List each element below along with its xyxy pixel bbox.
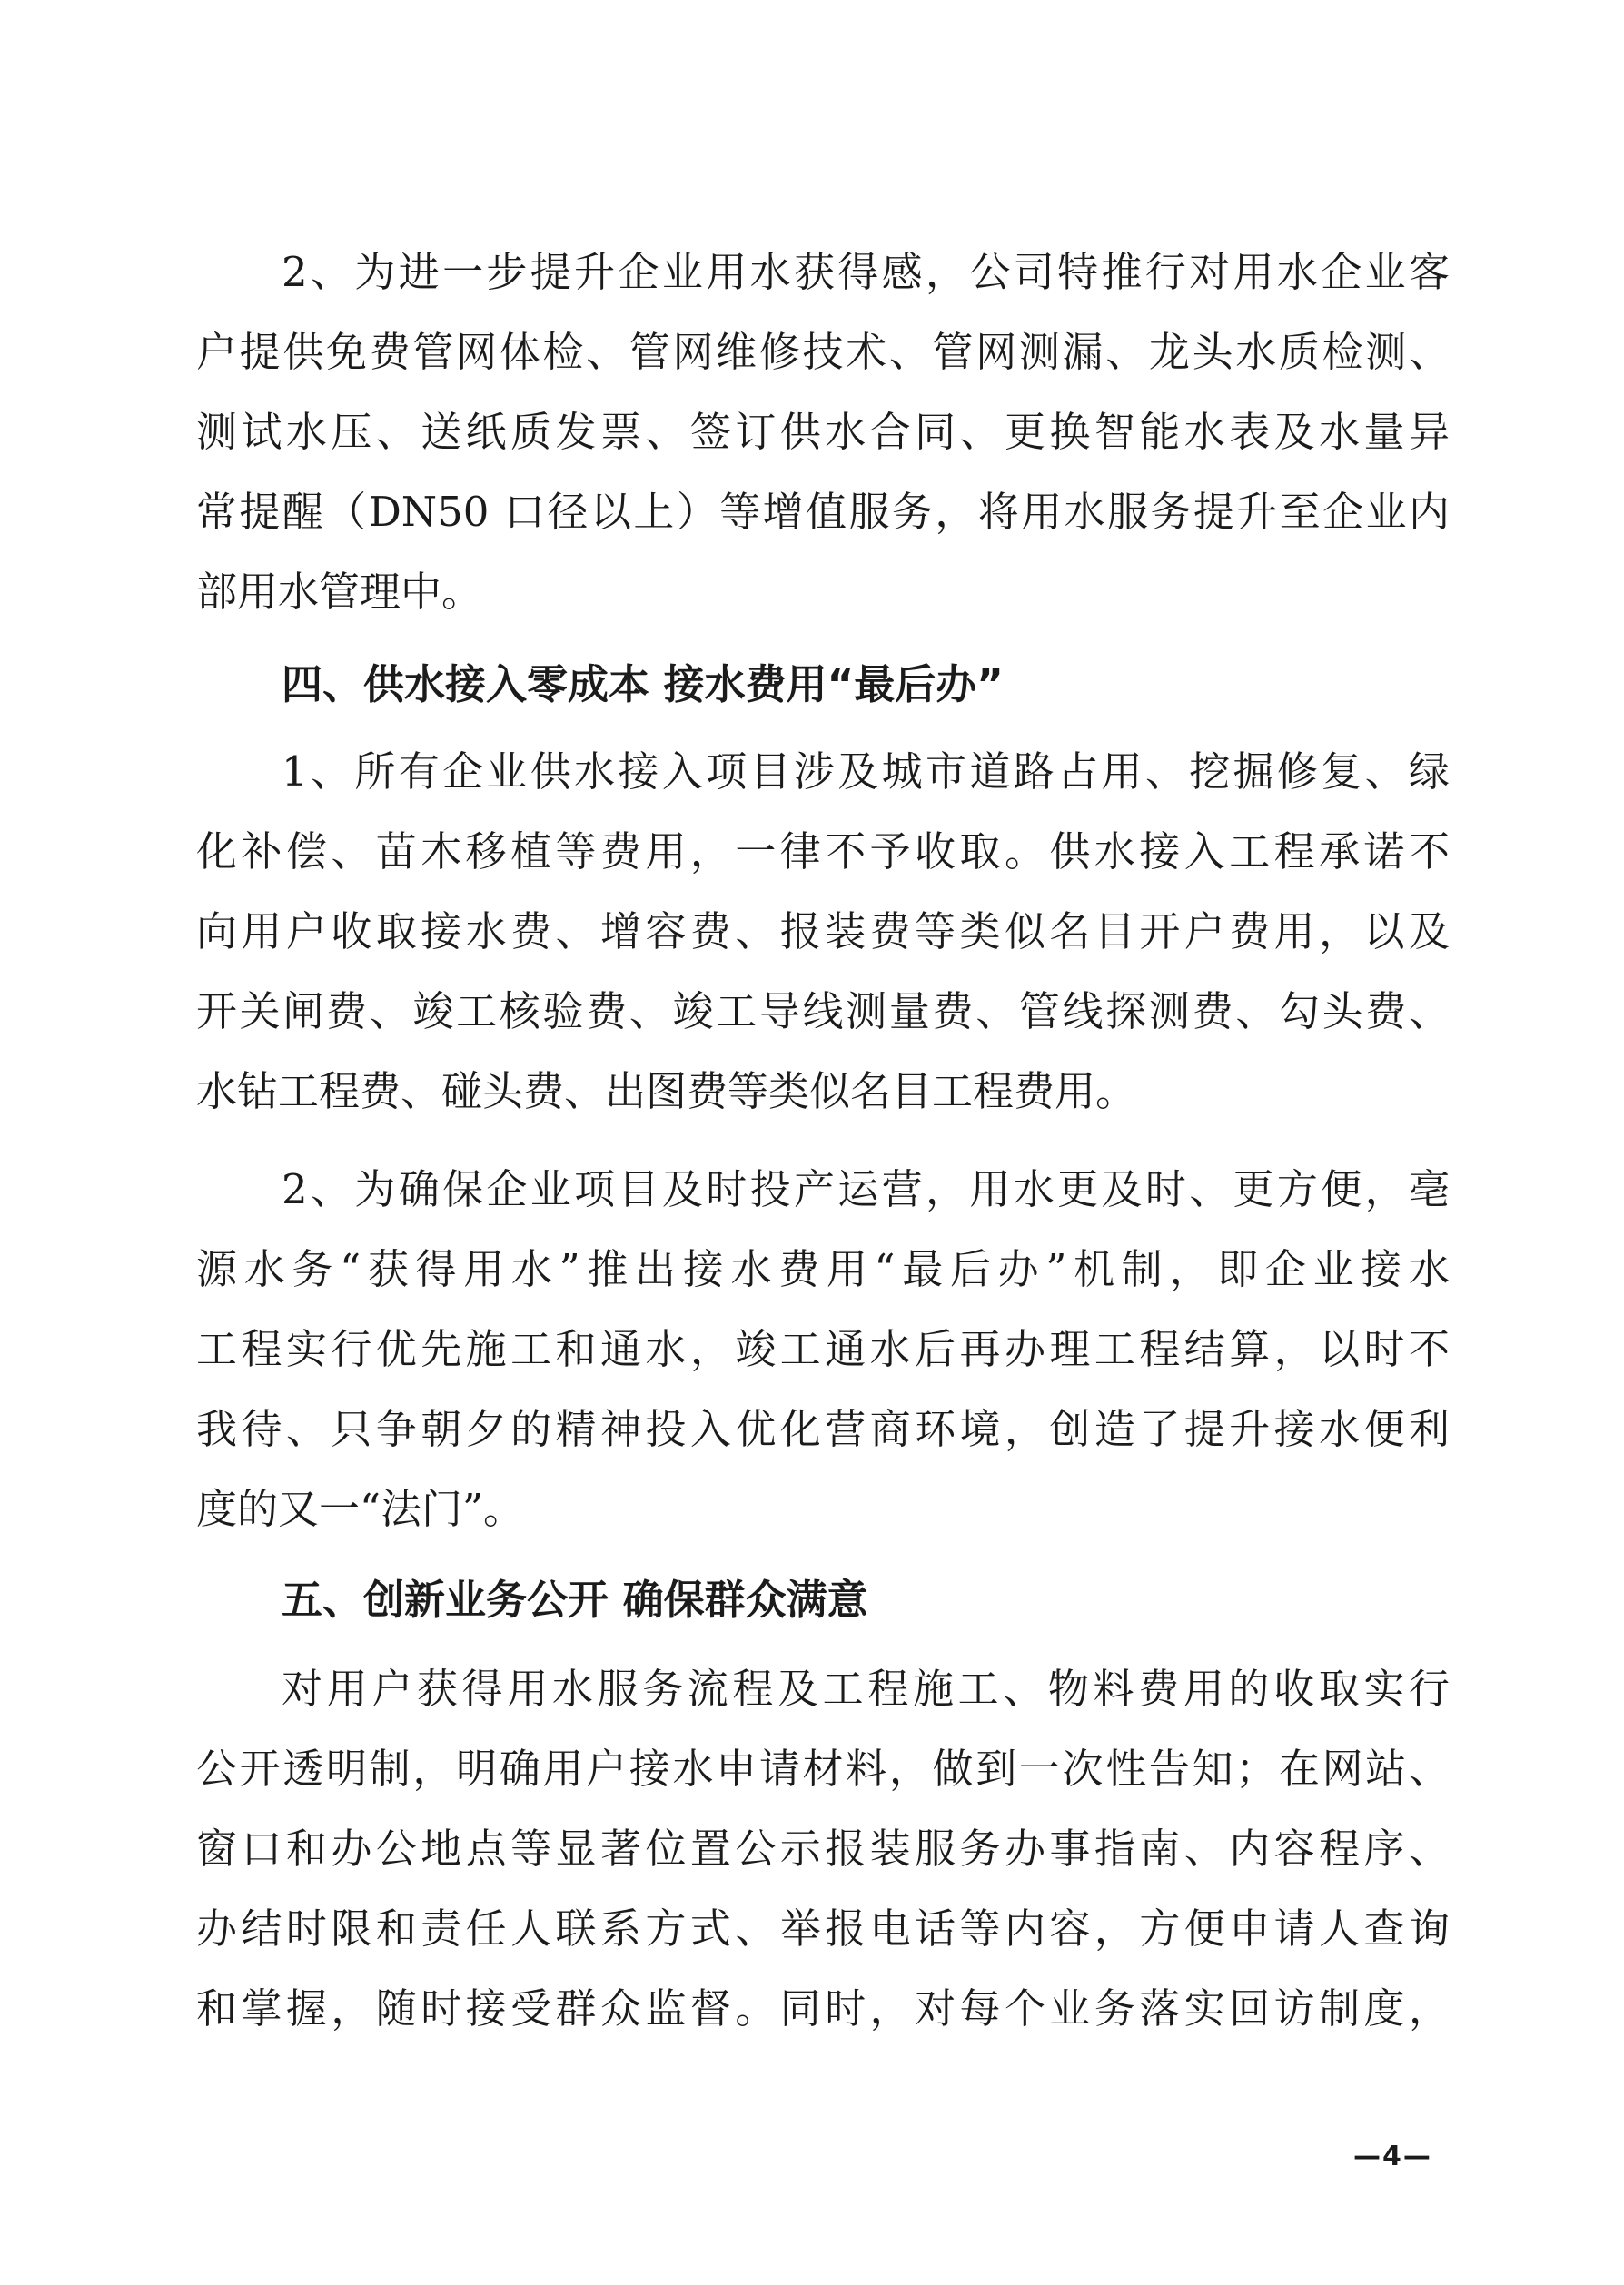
paragraph-line: 源水务“获得用水”推出接水费用“最后办”机制，即企业接水	[196, 1245, 1450, 1293]
paragraph-line: 对用户获得用水服务流程及工程施工、物料费用的收取实行	[282, 1665, 1450, 1713]
paragraph-line: 化补偿、苗木移植等费用，一律不予收取。供水接入工程承诺不	[196, 827, 1450, 875]
page-number: —4—	[1353, 2141, 1432, 2172]
paragraph-line: 窗口和办公地点等显著位置公示报装服务办事指南、内容程序、	[196, 1825, 1450, 1873]
paragraph-line: 我待、只争朝夕的精神投入优化营商环境，创造了提升接水便利	[196, 1405, 1450, 1453]
paragraph-line: 和掌握，随时接受群众监督。同时，对每个业务落实回访制度，	[196, 1984, 1450, 2033]
paragraph-line: 测试水压、送纸质发票、签订供水合同、更换智能水表及水量异	[196, 408, 1450, 456]
section-heading: 四、供水接入零成本 接水费用“最后办”	[282, 660, 1004, 708]
paragraph-line: 度的又一“法门”。	[196, 1485, 525, 1533]
paragraph-line: 工程实行优先施工和通水，竣工通水后再办理工程结算，以时不	[196, 1325, 1450, 1373]
paragraph-line: 户提供免费管网体检、管网维修技术、管网测漏、龙头水质检测、	[196, 328, 1450, 376]
paragraph-line: 2、为确保企业项目及时投产运营，用水更及时、更方便，亳	[282, 1165, 1450, 1213]
paragraph-line: 常提醒（DN50 口径以上）等增值服务，将用水服务提升至企业内	[196, 488, 1450, 536]
paragraph-line: 公开透明制，明确用户接水申请材料，做到一次性告知；在网站、	[196, 1745, 1450, 1793]
paragraph-line: 1、所有企业供水接入项目涉及城市道路占用、挖掘修复、绿	[282, 747, 1450, 796]
paragraph-line: 办结时限和责任人联系方式、举报电话等内容，方便申请人查询	[196, 1904, 1450, 1953]
paragraph-line: 向用户收取接水费、增容费、报装费等类似名目开户费用，以及	[196, 907, 1450, 955]
paragraph-line: 部用水管理中。	[196, 568, 483, 616]
paragraph-line: 2、为进一步提升企业用水获得感，公司特推行对用水企业客	[282, 248, 1450, 296]
paragraph-line: 开关闸费、竣工核验费、竣工导线测量费、管线探测费、勾头费、	[196, 987, 1450, 1035]
paragraph-line: 水钻工程费、碰头费、出图费等类似名目工程费用。	[196, 1067, 1137, 1115]
section-heading: 五、创新业务公开 确保群众满意	[282, 1576, 868, 1624]
